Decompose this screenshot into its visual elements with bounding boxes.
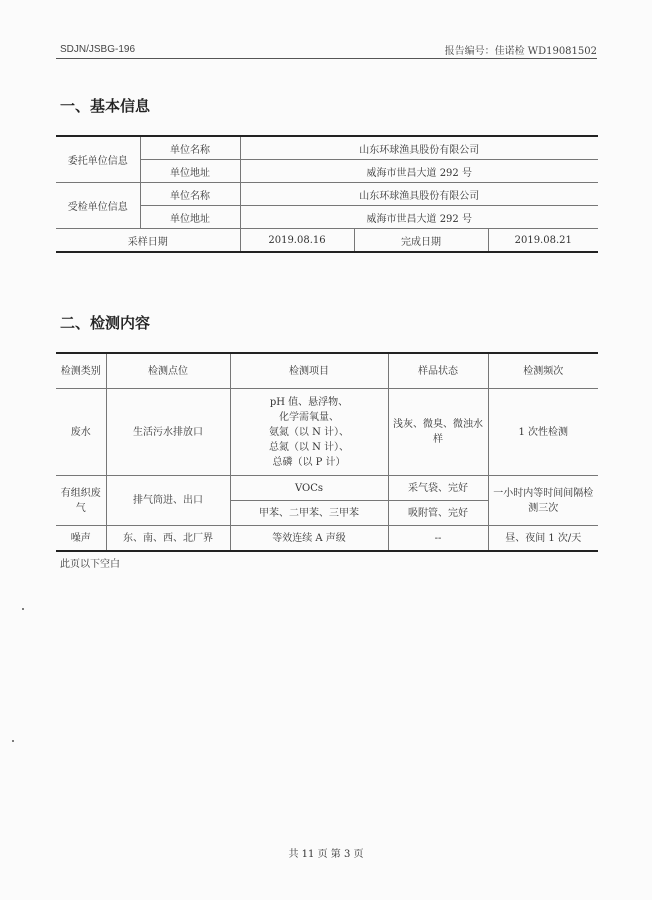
wastewater-item: 总氮（以 N 计）、 — [268, 441, 350, 453]
header-point: 检测点位 — [106, 353, 230, 389]
wastewater-item: 氨氮（以 N 计）、 — [268, 426, 350, 438]
inspected-address-value: 威海市世昌大道 292 号 — [240, 206, 598, 229]
noise-point: 东、南、西、北厂界 — [106, 526, 230, 552]
wastewater-category: 废水 — [56, 389, 106, 476]
table-row — [56, 389, 598, 476]
client-name-value: 山东环球渔具股份有限公司 — [240, 136, 598, 160]
header-sample-state: 样品状态 — [388, 353, 488, 389]
header-rule — [56, 58, 597, 59]
basic-info-table — [56, 135, 598, 253]
waste-gas-state-voc: 采气袋、完好 — [388, 476, 488, 501]
test-content-table — [56, 352, 598, 552]
client-name-label: 单位名称 — [140, 136, 240, 160]
sampling-date-label: 采样日期 — [56, 229, 240, 253]
wastewater-items — [230, 389, 388, 476]
noise-sample-state: -- — [388, 526, 488, 552]
table-row — [56, 476, 598, 501]
inspected-address-label: 单位地址 — [140, 206, 240, 229]
scan-speck — [12, 740, 14, 742]
noise-items: 等效连续 A 声级 — [230, 526, 388, 552]
inspected-name-value: 山东环球渔具股份有限公司 — [240, 183, 598, 206]
waste-gas-state-benzene: 吸附管、完好 — [388, 501, 488, 526]
wastewater-frequency: 1 次性检测 — [488, 389, 598, 476]
noise-frequency: 昼、夜间 1 次/天 — [488, 526, 598, 552]
waste-gas-frequency: 一小时内等时间间隔检测三次 — [488, 476, 598, 526]
completion-date-label: 完成日期 — [354, 229, 488, 253]
wastewater-sample-state: 浅灰、微臭、微浊水样 — [388, 389, 488, 476]
scan-speck — [22, 608, 24, 610]
blank-below-note: 此页以下空白 — [60, 559, 120, 570]
header-frequency: 检测频次 — [488, 353, 598, 389]
section-basic-info-title: 一、基本信息 — [60, 97, 151, 115]
waste-gas-item-benzene: 甲苯、二甲苯、三甲苯 — [230, 501, 388, 526]
table-header-row — [56, 353, 598, 389]
table-row — [56, 183, 598, 206]
client-address-label: 单位地址 — [140, 160, 240, 183]
table-row — [56, 229, 598, 253]
header-items: 检测项目 — [230, 353, 388, 389]
waste-gas-item-voc: VOCs — [230, 476, 388, 501]
wastewater-item: 总磷（以 P 计） — [272, 456, 346, 468]
inspected-name-label: 单位名称 — [140, 183, 240, 206]
inspected-group-label: 受检单位信息 — [56, 183, 140, 229]
section-test-content-title: 二、检测内容 — [60, 314, 151, 332]
waste-gas-point: 排气筒进、出口 — [106, 476, 230, 526]
page-footer: 共 11 页 第 3 页 — [288, 849, 364, 860]
wastewater-item: 化学需氧量、 — [279, 411, 339, 423]
client-group-label: 委托单位信息 — [56, 136, 140, 183]
wastewater-point: 生活污水排放口 — [106, 389, 230, 476]
sampling-date-value: 2019.08.16 — [240, 229, 354, 253]
completion-date-value: 2019.08.21 — [488, 229, 598, 253]
wastewater-item: pH 值、悬浮物、 — [269, 396, 349, 408]
table-row — [56, 526, 598, 552]
client-address-value: 威海市世昌大道 292 号 — [240, 160, 598, 183]
document-code: SDJN/JSBG-196 — [60, 44, 136, 55]
waste-gas-category: 有组织废气 — [56, 476, 106, 526]
noise-category: 噪声 — [56, 526, 106, 552]
header-category: 检测类别 — [56, 353, 106, 389]
report-number: 报告编号：佳诺检 WD19081502 — [444, 46, 597, 57]
table-row — [56, 136, 598, 160]
